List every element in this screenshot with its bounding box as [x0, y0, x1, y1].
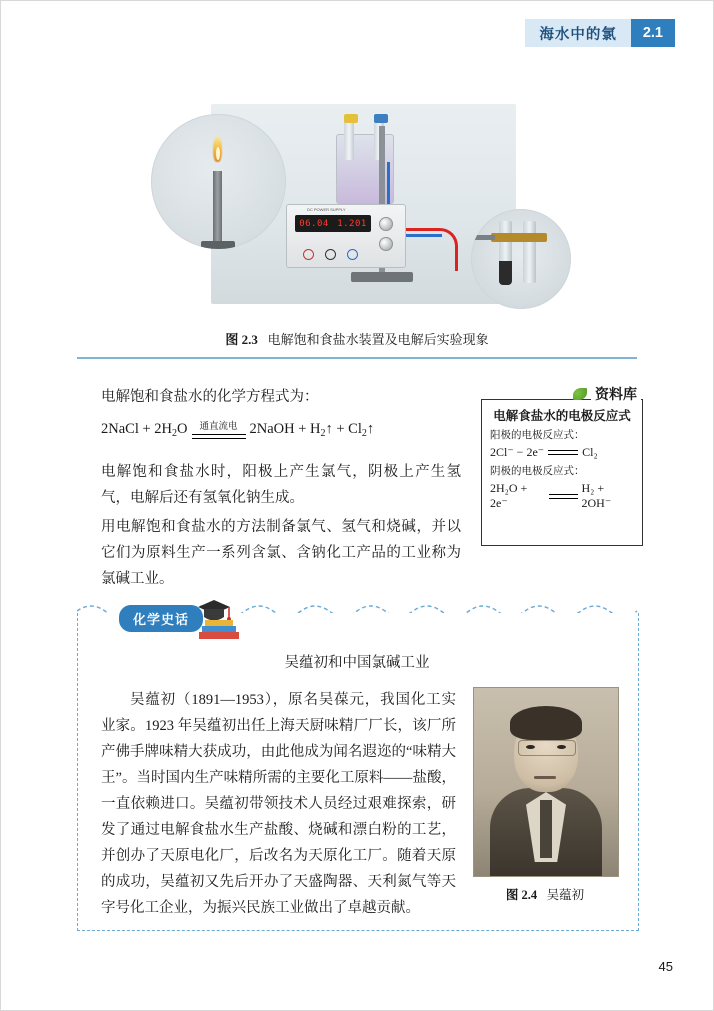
resource-box-tab-label: 资料库: [591, 384, 641, 404]
psu-brand-label: DC POWER SUPPLY: [307, 207, 346, 212]
psu-display: [295, 215, 371, 232]
page-number: 45: [658, 959, 673, 974]
resource-box: [481, 399, 643, 546]
resource-box-header: [481, 384, 641, 404]
portrait-eye-left: [526, 745, 535, 749]
figure-2-3-text: 电解饱和食盐水装置及电解后实验现象: [267, 332, 489, 347]
cathode-eq-left: 2H₂O + 2e⁻: [490, 481, 528, 510]
figure-2-3-caption: [1, 329, 713, 348]
figure-2-4-text: 吴蕴初: [546, 888, 585, 902]
history-title: 吴蕴初和中国氯碱工业: [284, 655, 430, 671]
dark-liquid-icon: [499, 261, 512, 285]
psu-knob-2: [379, 237, 393, 251]
paragraph-chloralkali: 用电解饱和食盐水的方法制备氯气、氢气和烧碱，并以它们为原料生产一系列含氯、含钠化工产品的工业称为氯碱工业。: [101, 519, 461, 587]
paragraph-electrolysis: 电解饱和食盐水时，阳极上产生氯气，阴极上产生氢气，电解后还有氢氧化钠生成。: [101, 464, 461, 506]
experiment-photo: [151, 96, 571, 311]
stand-base-icon: [351, 272, 413, 282]
psu-jack-black: [325, 249, 336, 260]
equation-condition-arrow: [192, 422, 246, 439]
resource-box-title: 电解食盐水的电极反应式: [493, 409, 631, 423]
anode-eq-bar: [548, 450, 578, 455]
power-supply-icon: [286, 204, 406, 268]
anode-eq-left: 2Cl⁻ − 2e⁻: [490, 445, 545, 459]
header-chapter-title: 海水中的氯: [525, 19, 631, 47]
psu-jack-blue: [347, 249, 358, 260]
burner-icon: [213, 171, 222, 243]
tube-clamp-icon: [491, 233, 547, 242]
portrait-hair: [510, 706, 582, 740]
equation-right: 2NaOH + $H_2↑$ + $Cl_2↑$: [249, 421, 375, 439]
equation-double-bar: [192, 434, 246, 439]
figure-2-3-label: 图 2.3: [225, 332, 258, 347]
equation-left: 2NaCl + $2H_2O$: [101, 421, 188, 439]
anode-equation: [490, 445, 634, 460]
books-icon: [197, 619, 241, 641]
figure-2-4-label: 图 2.4: [505, 888, 538, 902]
portrait-mouth: [534, 776, 556, 779]
yellow-cap-icon: [344, 114, 358, 123]
flame-core-icon: [216, 147, 220, 160]
anode-label: 阳极的电极反应式：: [490, 430, 585, 441]
paragraph-intro: 电解饱和食盐水的化学方程式为：: [101, 389, 319, 405]
cathode-eq-bar: [549, 494, 577, 499]
divider-rule: [77, 357, 637, 359]
test-tube-right-icon: [523, 221, 536, 283]
burner-base-icon: [201, 241, 235, 249]
blue-cap-icon: [374, 114, 388, 123]
cathode-label: 阴极的电极反应式：: [490, 466, 585, 477]
figure-2-4-caption: [473, 885, 617, 903]
portrait-photo: [473, 687, 619, 877]
cathode-equation: [490, 481, 634, 511]
tube-rod-icon: [471, 235, 495, 240]
page-header: [525, 19, 675, 47]
photo-inset-tubes: [471, 209, 571, 309]
psu-knob-1: [379, 217, 393, 231]
anode-eq-right: Cl₂: [582, 445, 598, 459]
psu-jack-red: [303, 249, 314, 260]
red-wire-icon: [397, 228, 458, 271]
psu-current-value: 1.201: [337, 218, 367, 229]
left-gas-tube-icon: [344, 120, 354, 160]
chemical-equation: [101, 421, 481, 439]
equation-condition: 通直流电: [199, 422, 238, 432]
psu-voltage-value: 06.04: [299, 218, 329, 229]
leaf-icon: [573, 388, 587, 400]
history-paragraph: 吴蕴初（1891—1953），原名吴葆元，我国化工实业家。1923 年吴蕴初出任上海天厨味精厂厂长，该厂所产佛手牌味精大获成功，由此他成为闻名遐迩的“味精大王”。当时国内生产味精所需的主要化工原料——盐酸，一直依赖进口。吴蕴初带领技术人员经过艰难探索，研发了通过电解食盐水生产盐酸、烧碱和漂白粉的工艺，并创办了天原电化厂，后改名为天原化工厂。随着天原的成功，吴蕴初又先后开办了天盛陶器、天利氮气等天字号化工企业，为振兴民族工业做出了卓越贡献。: [101, 692, 456, 916]
portrait-tie: [540, 800, 552, 858]
cathode-eq-right: H₂ + 2OH⁻: [581, 481, 612, 510]
header-section-number: 2.1: [631, 19, 675, 47]
portrait-eye-right: [557, 745, 566, 749]
photo-inset-flame: [151, 114, 286, 249]
history-tag-label: 化学史话: [119, 605, 203, 632]
